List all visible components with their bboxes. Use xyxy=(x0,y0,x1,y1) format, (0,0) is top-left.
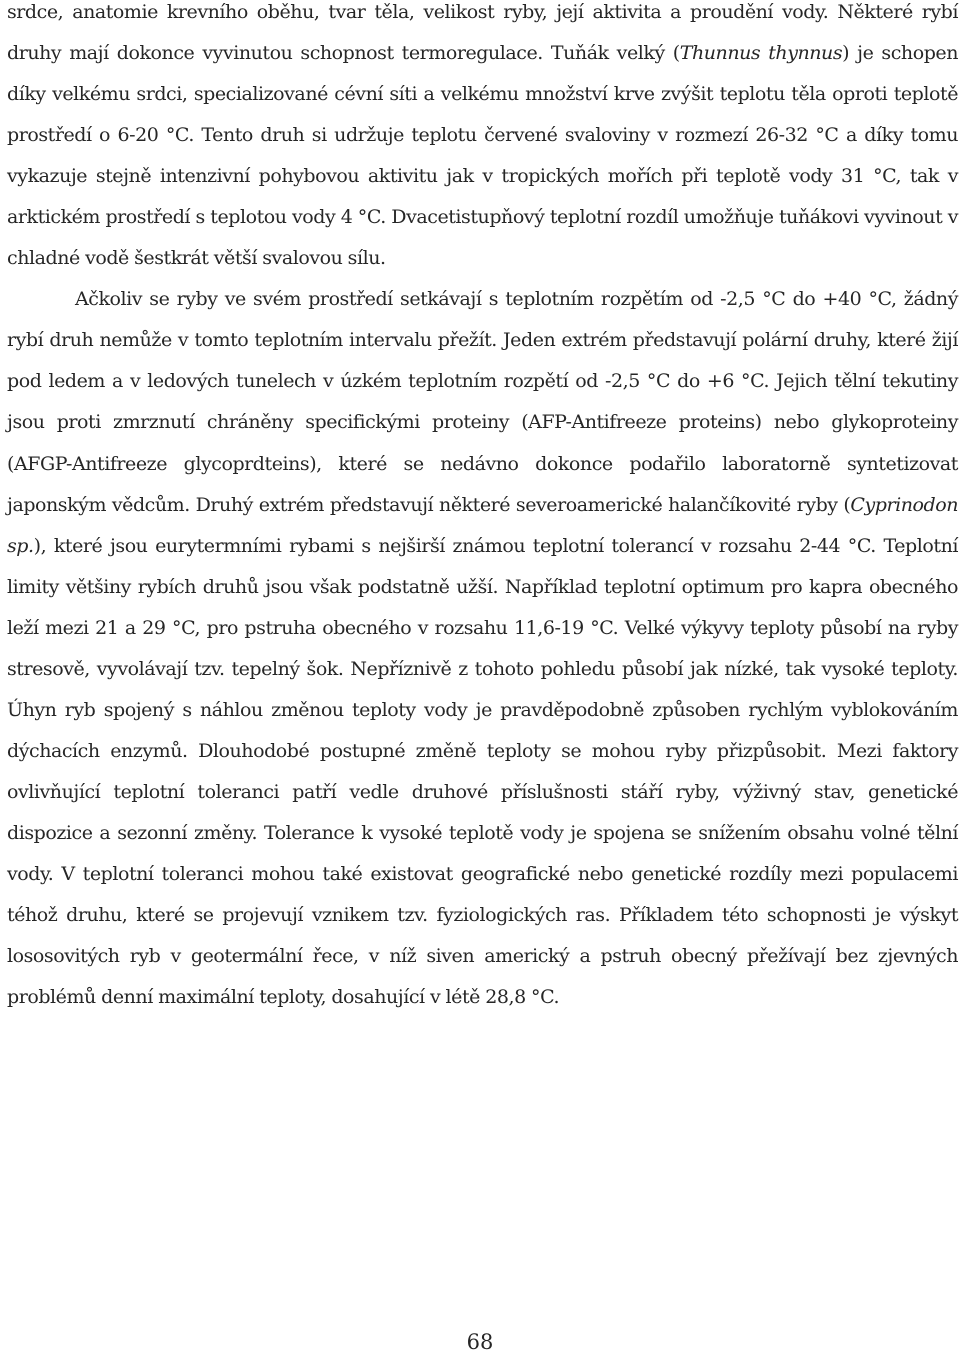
document-page xyxy=(7,0,958,1018)
paragraph-text: Ačkoliv se ryby ve svém prostředí setkávají s teplotním rozpětím od -2,5 °C do +40 °C, žádný rybí druh nemůže v tomto teplotním intervalu přežít. Jeden extrém představují polární druhy, které žijí pod ledem a v ledových tunelech v úzkém teplotním rozpětí od -2,5 °C do +6 °C. Jejich tělní tekutiny jsou proti zmrznutí chráněny specifickými proteiny (AFP-Antifreeze proteins) nebo glykoproteiny (AFGP-Antifreeze glycoprdteins), které se nedávno dokonce podařilo laboratorně syntetizovat japonským vědcům. Druhý extrém představují některé severoamerické halančíkovité ryby ( xyxy=(7,288,958,516)
paragraph-temperature-tolerance xyxy=(7,279,958,1018)
species-name: Cyprinodon sp. xyxy=(7,493,958,557)
page-number: 68 xyxy=(466,1330,494,1354)
species-name: Thunnus thynnus xyxy=(679,42,843,65)
paragraph-text: srdce, anatomie krevního oběhu, tvar těla, velikost ryby, její aktivita a proudění vody. Některé rybí druhy mají dokonce vyvinutou schopnost termoregulace. Tuňák velký ( xyxy=(7,1,958,65)
paragraph-text: ), které jsou eurytermními rybami s nejširší známou teplotní tolerancí v rozsahu 2-44 °C. Teplotní limity většiny rybích druhů jsou však podstatně užší. Například teplotní optimum pro kapra obecného leží mezi 21 a 29 °C, pro pstruha obecného v rozsahu 11,6-19 °C. Velké výkyvy teploty působí na ryby stresově, vyvolávají tzv. tepelný šok. Nepříznivě z tohoto pohledu působí jak nízké, tak vysoké teploty. Úhyn ryb spojený s náhlou změnou teploty vody je pravděpodobně způsoben rychlým vyblokováním dýchacích enzymů. Dlouhodobé postupné změně teploty se mohou ryby přizpůsobit. Mezi faktory ovlivňující teplotní toleranci patří vedle druhové příslušnosti stáří ryby, výživný stav, genetické dispozice a sezonní změny. Tolerance k vysoké teplotě vody je spojena se snížením obsahu volné tělní vody. V teplotní toleranci mohou také existovat geografické nebo genetické rozdíly mezi populacemi téhož druhu, které se projevují vznikem tzv. fyziologických ras. Příkladem této schopnosti je výskyt lososovitých ryb v geotermální řece, v níž siven americký a pstruh obecný přežívají bez zjevných problémů denní maximální teploty, dosahující v létě 28,8 °C. xyxy=(7,534,958,1009)
paragraph-text: ) je schopen díky velkému srdci, specializované cévní síti a velkému množství krve zvýšit teplotu těla oproti teplotě prostředí o 6-20 °C. Tento druh si udržuje teplotu červené svaloviny v rozmezí 26-32 °C a díky tomu vykazuje stejně intenzivní pohybovou aktivitu jak v tropických mořích při teplotě vody 31 °C, tak v arktickém prostředí s teplotou vody 4 °C. Dvacetistupňový teplotní rozdíl umožňuje tuňákovi vyvinout v chladné vodě šestkrát větší svalovou sílu. xyxy=(7,42,958,270)
paragraph-thermoregulation xyxy=(7,0,958,279)
